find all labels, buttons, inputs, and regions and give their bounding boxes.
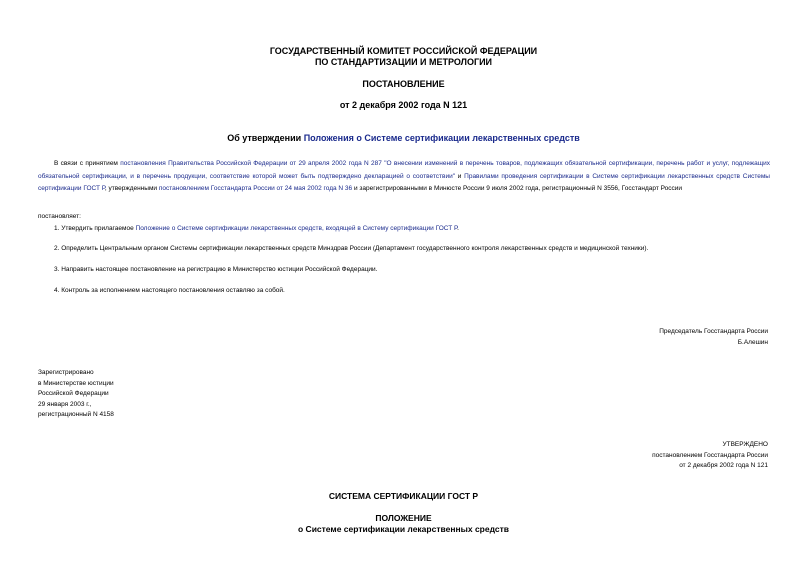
doc-date-number: от 2 декабря 2002 года N 121 bbox=[339, 100, 468, 110]
item-3: 3. Направить настоящее постановление на регистрацию в Министерство юстиции Российской Федерации. bbox=[54, 266, 378, 273]
preamble-text-3: , утвержденными bbox=[104, 185, 159, 192]
registration-line-2: в Министерстве юстиции bbox=[38, 379, 114, 387]
registration-line-1: Зарегистрировано bbox=[38, 369, 94, 376]
org-name-line-2: ПО СТАНДАРТИЗАЦИИ И МЕТРОЛОГИИ bbox=[314, 57, 493, 67]
preamble-link-gosstandart-decree[interactable]: постановлением Госстандарта России от 24 мая 2002 года N 36 bbox=[158, 185, 353, 192]
approval-line-3: от 2 декабря 2002 года N 121 bbox=[679, 462, 768, 469]
preamble-text-4: и зарегистрированными в Минюсте России 9 июля 2002 года, регистрационный N 3556, Госстандарт России bbox=[352, 185, 683, 192]
org-name-line-1: ГОСУДАРСТВЕННЫЙ КОМИТЕТ РОССИЙСКОЙ ФЕДЕРАЦИИ bbox=[269, 46, 538, 56]
item-1-end: . bbox=[457, 225, 459, 232]
doc-title bbox=[0, 133, 807, 143]
item-2: 2. Определить Центральным органом Системы сертификации лекарственных средств Минздрав России (Департамент государственного контроля лекарственных средств и медицинской техники). bbox=[54, 245, 649, 252]
appendix-subtitle: о Системе сертификации лекарственных средств bbox=[298, 524, 509, 534]
appendix-doc-type: ПОЛОЖЕНИЕ bbox=[375, 513, 432, 523]
item-1-link[interactable]: Положение о Системе сертификации лекарственных средств, входящей в Систему сертификации ГОСТ Р bbox=[135, 225, 458, 232]
item-1 bbox=[54, 223, 459, 236]
signature-name: Б.Алешин bbox=[737, 339, 768, 346]
doc-title-link[interactable]: Положения о Системе сертификации лекарственных средств bbox=[303, 133, 580, 143]
preamble-link-certification-rules[interactable]: Правилами проведения сертификации в Системе сертификации лекарственных средств Системы сертификации ГОСТ Р bbox=[38, 172, 770, 192]
preamble-paragraph bbox=[38, 158, 770, 196]
signature-position: Председатель Госстандарта России bbox=[659, 328, 768, 335]
preamble-text-1: В связи с принятием bbox=[54, 160, 121, 167]
item-1-text: 1. Утвердить прилагаемое bbox=[54, 225, 136, 232]
preamble-text-2: и bbox=[455, 172, 465, 180]
doc-type: ПОСТАНОВЛЕНИЕ bbox=[362, 79, 445, 89]
approval-block bbox=[470, 440, 768, 472]
registration-line-3: Российской Федерации bbox=[38, 390, 109, 397]
approval-line-2: постановлением Госстандарта России bbox=[652, 451, 768, 459]
preamble-link-government-decree[interactable]: постановления Правительства Российской Федерации от 29 апреля 2002 года N 287 "О внесении изменений в перечень товаров, подлежащих обязательной сертификации, перечень работ и услуг, подлежащих обязательной сертификации, и в перечень продукции, соответствие которой может быть подтверждено декларацией о соответствии" bbox=[38, 160, 770, 180]
doc-title-prefix: Об утверждении bbox=[227, 133, 304, 143]
item-4: 4. Контроль за исполнением настоящего постановления оставляю за собой. bbox=[54, 287, 285, 294]
registration-block bbox=[38, 368, 114, 421]
resolves-label: постановляет: bbox=[38, 213, 81, 220]
approval-line-1: УТВЕРЖДЕНО bbox=[722, 441, 768, 448]
registration-line-5: регистрационный N 4158 bbox=[38, 411, 114, 418]
registration-line-4: 29 января 2003 г., bbox=[38, 400, 92, 408]
appendix-system-title: СИСТЕМА СЕРТИФИКАЦИИ ГОСТ Р bbox=[328, 491, 479, 501]
